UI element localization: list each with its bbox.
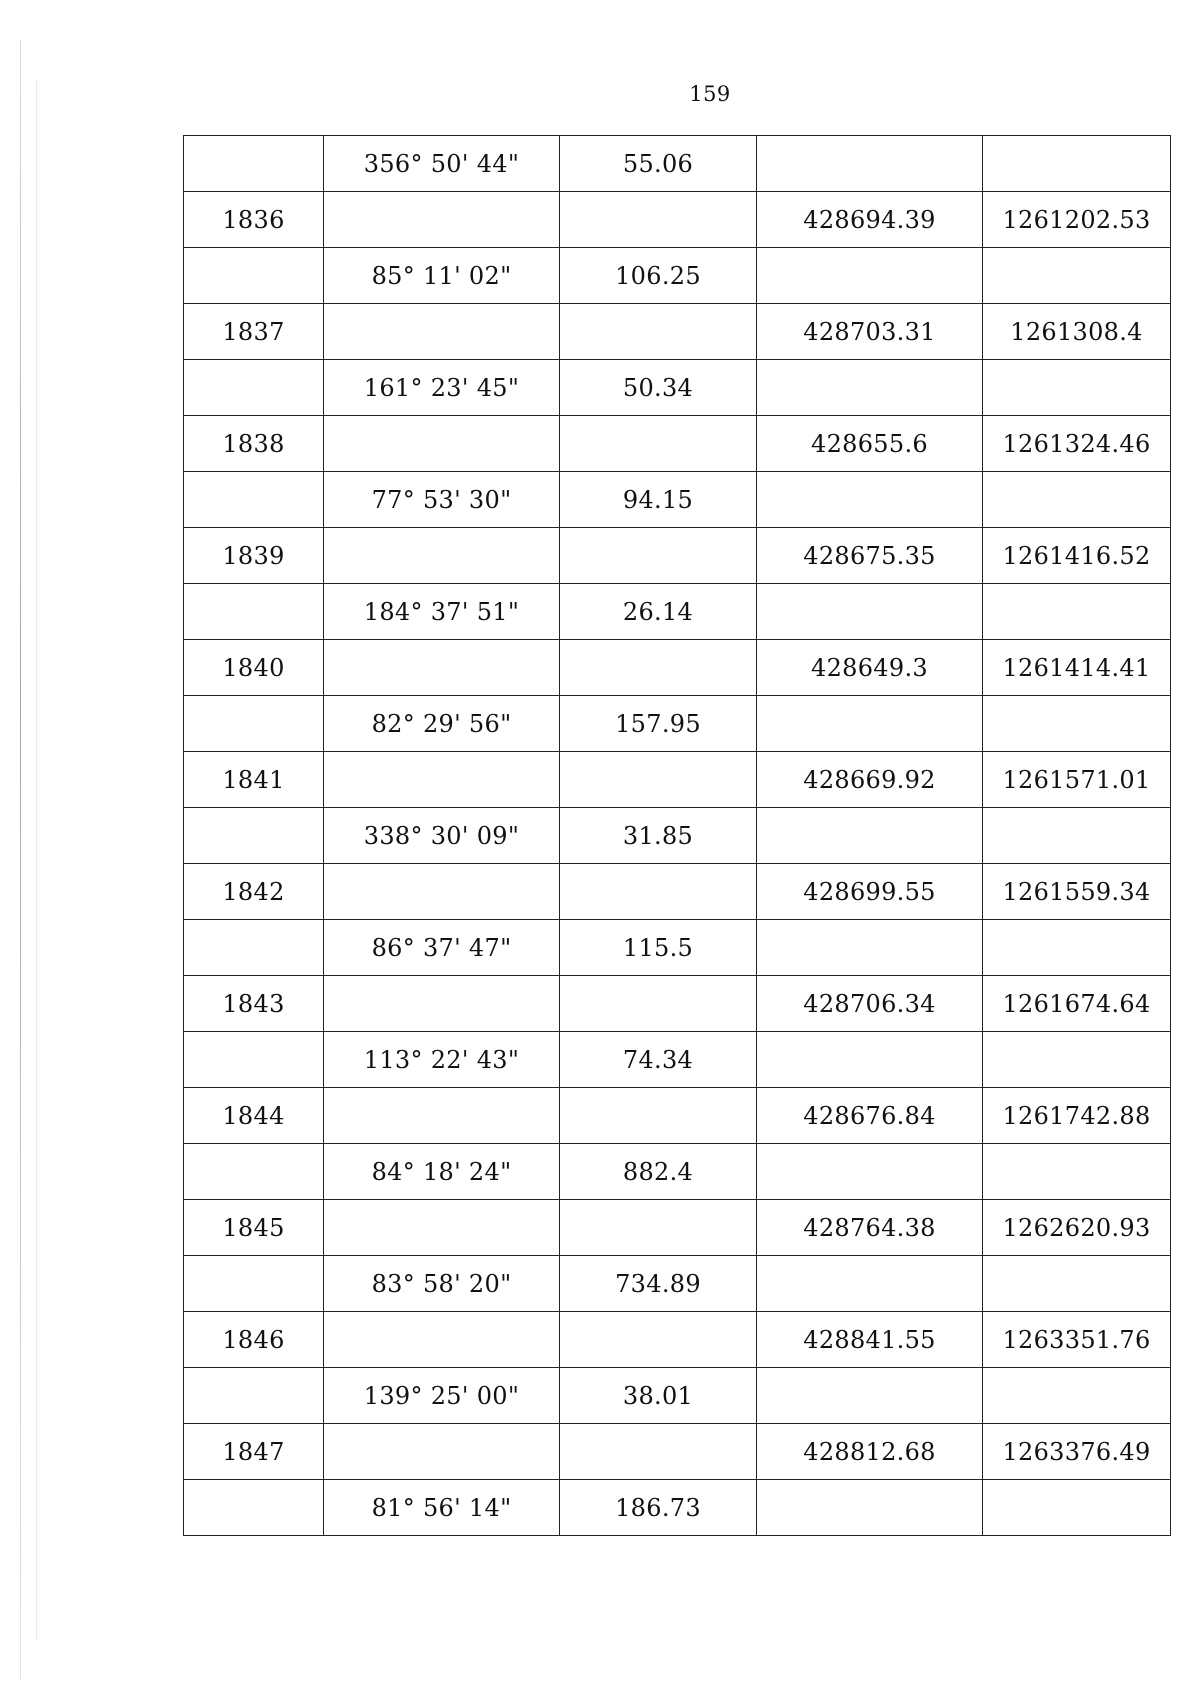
distance-cell: 734.89 (560, 1256, 757, 1312)
bearing-cell (324, 1312, 560, 1368)
northing-cell (757, 1480, 983, 1536)
northing-cell: 428675.35 (757, 528, 983, 584)
table-row (184, 416, 1171, 472)
bearing-cell: 139° 25' 00" (324, 1368, 560, 1424)
easting-cell: 1261324.46 (983, 416, 1171, 472)
northing-cell (757, 136, 983, 192)
easting-cell (983, 136, 1171, 192)
table-row (184, 864, 1171, 920)
distance-cell: 115.5 (560, 920, 757, 976)
table-row (184, 640, 1171, 696)
northing-cell: 428676.84 (757, 1088, 983, 1144)
station-cell: 1843 (184, 976, 324, 1032)
bearing-cell: 85° 11' 02" (324, 248, 560, 304)
bearing-cell (324, 864, 560, 920)
table-row (184, 696, 1171, 752)
distance-cell (560, 752, 757, 808)
station-cell: 1838 (184, 416, 324, 472)
northing-cell: 428841.55 (757, 1312, 983, 1368)
northing-cell (757, 472, 983, 528)
easting-cell: 1261414.41 (983, 640, 1171, 696)
bearing-cell: 184° 37' 51" (324, 584, 560, 640)
distance-cell: 106.25 (560, 248, 757, 304)
bearing-cell (324, 1200, 560, 1256)
easting-cell: 1262620.93 (983, 1200, 1171, 1256)
station-cell: 1837 (184, 304, 324, 360)
station-cell (184, 472, 324, 528)
bearing-cell (324, 304, 560, 360)
northing-cell: 428812.68 (757, 1424, 983, 1480)
northing-cell: 428694.39 (757, 192, 983, 248)
station-cell (184, 1144, 324, 1200)
distance-cell (560, 304, 757, 360)
station-cell (184, 360, 324, 416)
bearing-cell (324, 640, 560, 696)
bearing-cell (324, 192, 560, 248)
bearing-cell: 81° 56' 14" (324, 1480, 560, 1536)
table-row (184, 1256, 1171, 1312)
bearing-cell (324, 1088, 560, 1144)
table-row (184, 584, 1171, 640)
table-row (184, 1312, 1171, 1368)
distance-cell (560, 640, 757, 696)
table-row (184, 472, 1171, 528)
bearing-cell: 77° 53' 30" (324, 472, 560, 528)
table-row (184, 1480, 1171, 1536)
distance-cell: 31.85 (560, 808, 757, 864)
station-cell (184, 136, 324, 192)
station-cell: 1836 (184, 192, 324, 248)
northing-cell (757, 1368, 983, 1424)
table-row (184, 304, 1171, 360)
distance-cell (560, 528, 757, 584)
table-row (184, 752, 1171, 808)
distance-cell: 55.06 (560, 136, 757, 192)
distance-cell (560, 864, 757, 920)
bearing-cell (324, 976, 560, 1032)
station-cell (184, 696, 324, 752)
station-cell (184, 1032, 324, 1088)
easting-cell (983, 472, 1171, 528)
station-cell (184, 1368, 324, 1424)
distance-cell (560, 1424, 757, 1480)
easting-cell: 1263376.49 (983, 1424, 1171, 1480)
table-row (184, 1424, 1171, 1480)
distance-cell: 882.4 (560, 1144, 757, 1200)
distance-cell: 94.15 (560, 472, 757, 528)
scan-edge-line (36, 80, 37, 1640)
bearing-cell (324, 752, 560, 808)
station-cell: 1841 (184, 752, 324, 808)
station-cell: 1845 (184, 1200, 324, 1256)
table-row (184, 1200, 1171, 1256)
distance-cell (560, 976, 757, 1032)
easting-cell (983, 360, 1171, 416)
station-cell: 1844 (184, 1088, 324, 1144)
bearing-cell: 83° 58' 20" (324, 1256, 560, 1312)
table-row (184, 136, 1171, 192)
survey-coordinates-table (183, 135, 1171, 1536)
bearing-cell (324, 528, 560, 584)
table-row (184, 248, 1171, 304)
station-cell (184, 808, 324, 864)
northing-cell (757, 1032, 983, 1088)
easting-cell (983, 1480, 1171, 1536)
scan-edge-line (20, 40, 21, 1680)
distance-cell (560, 192, 757, 248)
distance-cell (560, 416, 757, 472)
station-cell: 1846 (184, 1312, 324, 1368)
station-cell: 1840 (184, 640, 324, 696)
easting-cell: 1261742.88 (983, 1088, 1171, 1144)
easting-cell: 1261416.52 (983, 528, 1171, 584)
table-row (184, 920, 1171, 976)
easting-cell: 1261308.4 (983, 304, 1171, 360)
bearing-cell (324, 1424, 560, 1480)
table-row (184, 1144, 1171, 1200)
table-row (184, 808, 1171, 864)
table-row (184, 976, 1171, 1032)
table-row (184, 1088, 1171, 1144)
easting-cell (983, 920, 1171, 976)
station-cell (184, 1480, 324, 1536)
page-number: 159 (689, 82, 731, 106)
northing-cell: 428699.55 (757, 864, 983, 920)
bearing-cell: 86° 37' 47" (324, 920, 560, 976)
station-cell: 1847 (184, 1424, 324, 1480)
northing-cell: 428669.92 (757, 752, 983, 808)
distance-cell: 186.73 (560, 1480, 757, 1536)
easting-cell (983, 1144, 1171, 1200)
station-cell: 1842 (184, 864, 324, 920)
distance-cell: 50.34 (560, 360, 757, 416)
northing-cell (757, 696, 983, 752)
easting-cell (983, 1256, 1171, 1312)
bearing-cell: 161° 23' 45" (324, 360, 560, 416)
bearing-cell: 356° 50' 44" (324, 136, 560, 192)
northing-cell: 428655.6 (757, 416, 983, 472)
station-cell (184, 584, 324, 640)
bearing-cell (324, 416, 560, 472)
northing-cell (757, 360, 983, 416)
northing-cell (757, 808, 983, 864)
station-cell (184, 1256, 324, 1312)
northing-cell (757, 1144, 983, 1200)
northing-cell: 428764.38 (757, 1200, 983, 1256)
easting-cell (983, 1032, 1171, 1088)
easting-cell (983, 1368, 1171, 1424)
distance-cell (560, 1088, 757, 1144)
easting-cell: 1261559.34 (983, 864, 1171, 920)
distance-cell: 26.14 (560, 584, 757, 640)
easting-cell (983, 696, 1171, 752)
distance-cell (560, 1312, 757, 1368)
northing-cell: 428649.3 (757, 640, 983, 696)
northing-cell (757, 920, 983, 976)
station-cell (184, 248, 324, 304)
station-cell: 1839 (184, 528, 324, 584)
table-row (184, 360, 1171, 416)
easting-cell: 1263351.76 (983, 1312, 1171, 1368)
bearing-cell: 82° 29' 56" (324, 696, 560, 752)
easting-cell: 1261571.01 (983, 752, 1171, 808)
station-cell (184, 920, 324, 976)
table-body (184, 136, 1171, 1536)
easting-cell (983, 248, 1171, 304)
table-row (184, 192, 1171, 248)
easting-cell (983, 808, 1171, 864)
distance-cell: 74.34 (560, 1032, 757, 1088)
bearing-cell: 84° 18' 24" (324, 1144, 560, 1200)
distance-cell: 38.01 (560, 1368, 757, 1424)
distance-cell (560, 1200, 757, 1256)
table-row (184, 1368, 1171, 1424)
bearing-cell: 338° 30' 09" (324, 808, 560, 864)
northing-cell: 428703.31 (757, 304, 983, 360)
northing-cell (757, 1256, 983, 1312)
table-row (184, 1032, 1171, 1088)
northing-cell (757, 584, 983, 640)
northing-cell (757, 248, 983, 304)
bearing-cell: 113° 22' 43" (324, 1032, 560, 1088)
distance-cell: 157.95 (560, 696, 757, 752)
easting-cell (983, 584, 1171, 640)
table-row (184, 528, 1171, 584)
easting-cell: 1261202.53 (983, 192, 1171, 248)
easting-cell: 1261674.64 (983, 976, 1171, 1032)
northing-cell: 428706.34 (757, 976, 983, 1032)
